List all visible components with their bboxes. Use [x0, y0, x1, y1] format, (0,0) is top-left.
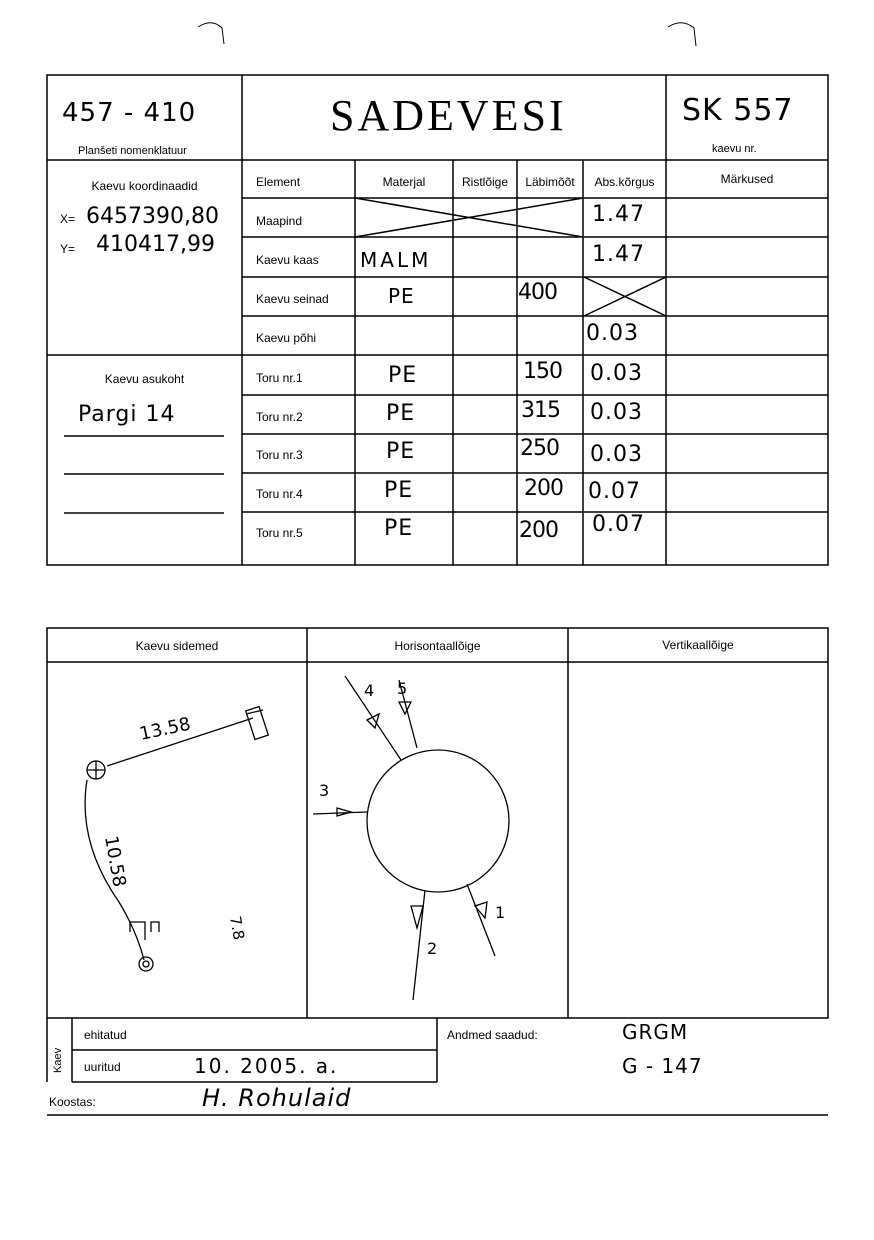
row-material: PE [384, 478, 414, 503]
tie-distance-small: 7.8 [226, 914, 248, 942]
pipe-1-label: 1 [495, 903, 506, 922]
ties-section-label: Kaevu sidemed [135, 639, 219, 653]
built-label: ehitatud [84, 1028, 127, 1042]
tie-distance-left: 10.58 [100, 834, 130, 889]
vertical-section-label: Vertikaallõige [662, 638, 734, 652]
page-title: SADEVESI [330, 91, 567, 140]
pipe-3-line [313, 812, 367, 814]
horizontal-sketch [307, 662, 568, 1018]
author-value: H. Rohulaid [202, 1084, 352, 1112]
col-header-notes: Märkused [720, 172, 774, 186]
location-value: Pargi 14 [78, 402, 176, 427]
row-element: Kaevu kaas [256, 253, 319, 267]
pipe-2-label: 2 [427, 939, 438, 958]
location-label: Kaevu asukoht [104, 372, 185, 386]
row-height: 0.07 [588, 479, 641, 504]
row-material: PE [388, 284, 415, 308]
row-element: Toru nr.3 [256, 448, 303, 462]
row-diameter: 200 [524, 476, 563, 501]
source-value-2: G - 147 [622, 1054, 703, 1078]
row-diameter: 250 [520, 436, 559, 461]
horizontal-section-label: Horisontaallõige [394, 639, 481, 653]
row-element: Kaevu põhi [256, 331, 317, 345]
row-element: Maapind [256, 214, 303, 228]
tie-distance-top: 13.58 [137, 713, 193, 745]
row-element: Toru nr.5 [256, 526, 303, 540]
source-label: Andmed saadud: [447, 1028, 538, 1042]
row-height: 0.03 [590, 400, 643, 425]
row-element: Toru nr.4 [256, 487, 303, 501]
row-diameter: 315 [521, 398, 560, 423]
author-label: Koostas: [49, 1095, 96, 1109]
col-header-abs-height: Abs.kõrgus [594, 175, 655, 189]
col-header-diameter: Läbimõõt [525, 175, 575, 189]
row-material: PE [386, 439, 416, 464]
row-element: Toru nr.1 [256, 371, 303, 385]
row-diameter: 400 [518, 280, 557, 305]
manhole-circle [367, 750, 509, 892]
pipe-3-arrow [337, 808, 351, 816]
well-side-label: Kaev [52, 1047, 64, 1073]
upper-form-grid [0, 0, 874, 580]
well-label: kaevu nr. [712, 143, 757, 155]
y-coordinate: 410417,99 [96, 232, 215, 257]
row-material: MALM [360, 248, 432, 272]
col-header-element: Element [256, 175, 301, 189]
row-material: PE [388, 363, 418, 388]
row-height: 0.07 [592, 512, 645, 537]
row-material: PE [384, 516, 414, 541]
row-height: 0.03 [586, 321, 639, 346]
pipe-3-label: 3 [319, 781, 330, 800]
y-prefix: Y= [60, 242, 76, 256]
row-height: 0.03 [590, 361, 643, 386]
col-header-cross-section: Ristlõige [461, 175, 509, 189]
ties-sketch [47, 662, 307, 1018]
coordinates-label: Kaevu koordinaadid [91, 179, 198, 193]
row-element: Toru nr.2 [256, 410, 303, 424]
row-height: 1.47 [592, 202, 645, 227]
pipe-4-arrow [367, 714, 379, 728]
row-material: PE [386, 401, 416, 426]
x-prefix: X= [60, 212, 76, 226]
well-number: SK 557 [682, 93, 794, 128]
row-diameter: 200 [519, 518, 558, 543]
inspected-value: 10. 2005. a. [194, 1054, 339, 1078]
x-coordinate: 6457390,80 [86, 204, 219, 229]
col-header-material: Materjal [382, 175, 426, 189]
pipe-5-label: 5 [397, 679, 408, 698]
row-element: Kaevu seinad [256, 292, 329, 306]
source-value-1: GRGM [622, 1020, 689, 1044]
plan-label: Planšeti nomenklatuur [78, 145, 187, 157]
row-height: 1.47 [592, 242, 645, 267]
plan-number: 457 - 410 [62, 98, 197, 128]
row-height: 0.03 [590, 442, 643, 467]
row-diameter: 150 [523, 359, 562, 384]
inspected-label: uuritud [84, 1060, 121, 1074]
pipe-4-label: 4 [364, 681, 375, 700]
pipe-1-line [467, 884, 495, 956]
